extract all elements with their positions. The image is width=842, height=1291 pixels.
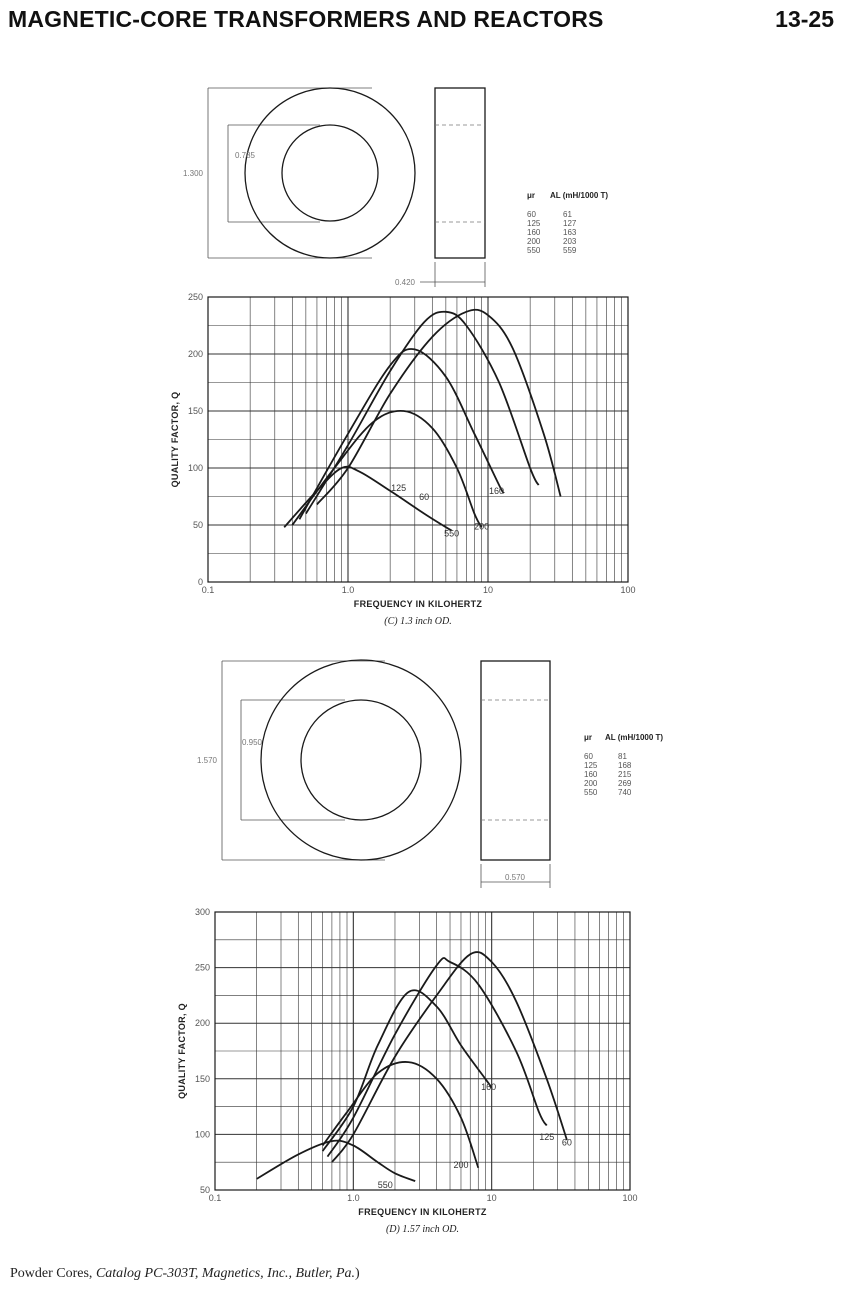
core-drawing-d: [197, 660, 550, 888]
footer-prefix: Powder Cores,: [10, 1266, 96, 1281]
curve-labels: [378, 1082, 572, 1190]
x-axis-title: FREQUENCY IN KILOHERTZ: [353, 599, 483, 609]
core-side-view: [435, 88, 485, 258]
y-axis-title: QUALITY FACTOR, Q: [177, 1003, 187, 1099]
legend-al-value: 81: [618, 752, 627, 761]
legend-mu-value: 200: [527, 237, 541, 246]
curve-mu-125: [328, 958, 547, 1157]
core-inner-circle: [301, 700, 421, 820]
page-number: 13-25: [775, 6, 834, 32]
y-tick-label: 0: [197, 577, 203, 587]
y-tick-label: 100: [194, 1129, 210, 1140]
y-tick-labels: [195, 907, 210, 1195]
curve-mu-550: [257, 1141, 416, 1181]
chart-c: [170, 292, 636, 627]
curve-mu-60: [317, 310, 561, 505]
legend-mu-value: 60: [527, 210, 536, 219]
y-tick-label: 50: [192, 520, 203, 530]
figure-caption: (D) 1.57 inch OD.: [385, 1224, 460, 1235]
curve-mu-125: [306, 312, 539, 514]
y-tick-labels: [188, 292, 203, 587]
curve-label-60: 60: [561, 1137, 572, 1148]
y-tick-label: 200: [194, 1018, 210, 1029]
legend-al-value: 127: [563, 219, 577, 228]
x-tick-label: 100: [622, 1193, 638, 1203]
legend-head-al: AL (mH/1000 T): [550, 191, 609, 200]
legend-mu-value: 550: [584, 788, 598, 797]
x-tick-label: 100: [620, 585, 636, 595]
curve-mu-200: [323, 1062, 479, 1168]
core-side-view: [481, 661, 550, 860]
ht-value: 0.420: [394, 278, 416, 287]
x-tick-label: 1.0: [347, 1193, 360, 1203]
x-tick-label: 0.1: [208, 1193, 222, 1203]
od-value: 1.570: [196, 756, 217, 765]
legend-mu-value: 160: [527, 228, 541, 237]
y-axis-title: QUALITY FACTOR, Q: [170, 391, 180, 488]
core-drawing-c: [183, 88, 485, 287]
curve-label-200: 200: [453, 1159, 469, 1170]
legend-al-value: 61: [563, 210, 572, 219]
x-axis-title: FREQUENCY IN KILOHERTZ: [358, 1207, 487, 1217]
legend-al-value: 163: [563, 228, 577, 237]
legend-head-al: AL (mH/1000 T): [605, 733, 664, 742]
legend-mu-value: 125: [527, 219, 541, 228]
curve-label-160: 160: [481, 1081, 497, 1092]
x-tick-labels: [202, 585, 636, 595]
y-tick-label: 250: [187, 292, 203, 302]
curve-label-550: 550: [444, 528, 460, 539]
footer-suffix: ): [355, 1266, 360, 1281]
core-inner-circle: [282, 125, 378, 221]
legend-rows: [584, 752, 632, 797]
curve-label-125: 125: [539, 1131, 555, 1142]
x-tick-label: 10: [486, 1193, 497, 1203]
y-tick-label: 150: [194, 1073, 210, 1084]
footer-catalog: Catalog PC-303T, Magnetics, Inc., Butler, Pa.: [95, 1266, 356, 1281]
x-tick-label: 0.1: [201, 585, 215, 595]
core-outer-circle: [245, 88, 415, 258]
y-tick-label: 300: [194, 907, 210, 917]
legend-al-value: 215: [618, 770, 632, 779]
id-value: 0.785: [234, 151, 255, 160]
curve-mu-60: [332, 952, 567, 1162]
legend-head-mu: μr: [527, 191, 536, 200]
id-value: 0.950: [241, 738, 262, 747]
curve-labels: [391, 483, 504, 539]
legend-al-value: 740: [618, 788, 632, 797]
core-legend-c: [527, 191, 608, 255]
figure-caption: (C) 1.3 inch OD.: [384, 616, 452, 627]
legend-al-value: 203: [563, 237, 577, 246]
y-tick-label: 50: [199, 1185, 210, 1195]
legend-mu-value: 60: [584, 752, 593, 761]
curve-label-200: 200: [474, 521, 490, 532]
x-tick-labels: [209, 1193, 638, 1203]
legend-mu-value: 200: [584, 779, 598, 788]
legend-al-value: 559: [563, 246, 577, 255]
grid: [208, 297, 628, 582]
core-legend-d: [584, 733, 663, 797]
footer-source: [10, 1266, 360, 1282]
core-outer-circle: [261, 660, 461, 860]
legend-head-mu: μr: [584, 733, 593, 742]
curve-label-160: 160: [488, 486, 505, 497]
curves: [257, 952, 567, 1181]
y-tick-label: 150: [187, 406, 203, 416]
curve-mu-160: [299, 349, 504, 519]
legend-mu-value: 125: [584, 761, 598, 770]
ht-value: 0.570: [504, 873, 526, 882]
grid: [215, 912, 630, 1190]
curve-mu-200: [292, 411, 481, 527]
page-title: MAGNETIC-CORE TRANSFORMERS AND REACTORS: [8, 6, 604, 32]
y-tick-label: 200: [187, 349, 203, 359]
curve-label-550: 550: [377, 1179, 393, 1190]
curve-label-125: 125: [391, 482, 407, 493]
od-value: 1.300: [182, 169, 203, 178]
x-tick-label: 10: [482, 585, 494, 595]
legend-rows: [527, 210, 577, 255]
legend-mu-value: 550: [527, 246, 541, 255]
y-tick-label: 250: [194, 962, 210, 973]
legend-al-value: 269: [618, 779, 632, 788]
legend-al-value: 168: [618, 761, 632, 770]
y-tick-label: 100: [187, 463, 203, 473]
chart-d: [177, 907, 638, 1235]
curve-label-60: 60: [419, 491, 430, 502]
legend-mu-value: 160: [584, 770, 598, 779]
x-tick-label: 1.0: [341, 585, 355, 595]
